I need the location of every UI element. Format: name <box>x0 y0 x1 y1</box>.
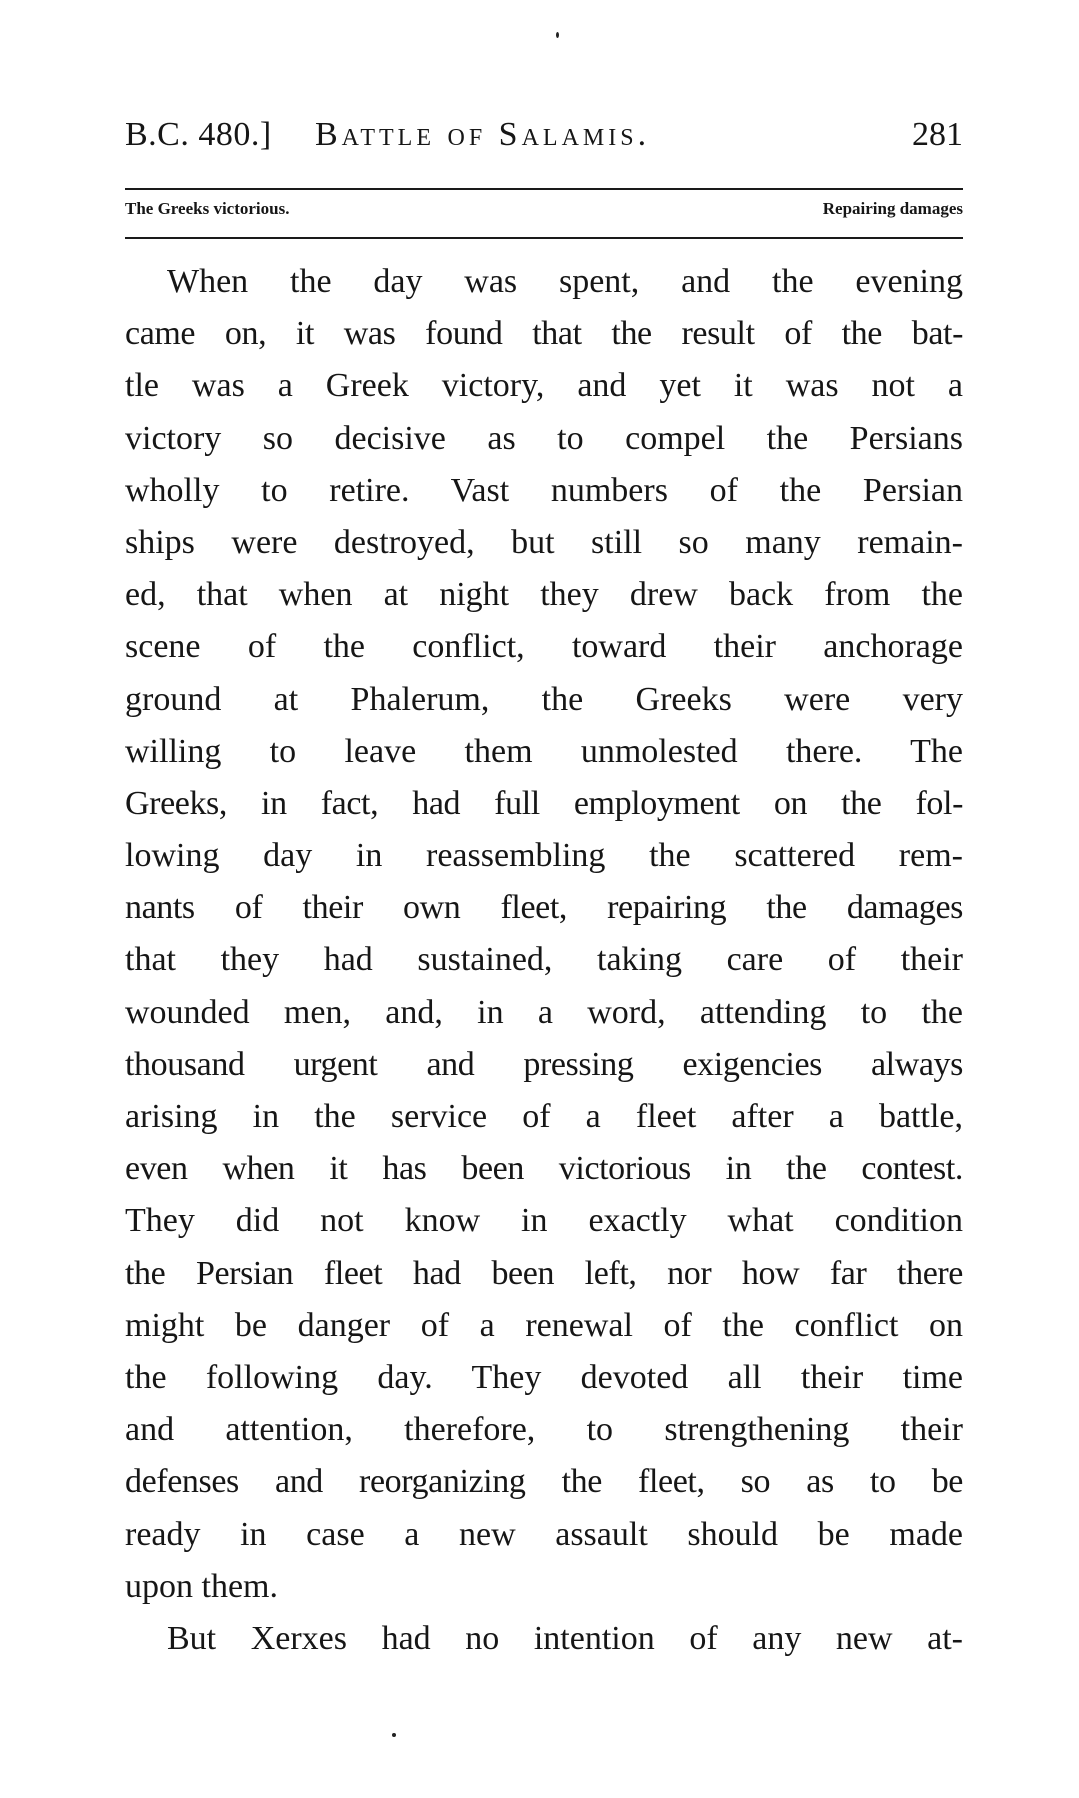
header-rule-top <box>125 188 963 190</box>
text-line: even when it has been victorious in the contest. <box>125 1150 963 1188</box>
text-line: arising in the service of a fleet after a battle, <box>125 1098 963 1135</box>
running-head-title: Battle of Salamis. <box>315 116 651 153</box>
running-head-date: B.C. 480.] <box>125 116 272 153</box>
running-head <box>125 116 963 166</box>
scan-speck-bottom <box>392 1733 396 1737</box>
text-line: the following day. They devoted all their time <box>125 1358 963 1396</box>
text-line: tle was a Greek victory, and yet it was not a <box>125 367 963 405</box>
text-line: and attention, therefore, to strengthening their <box>125 1411 963 1449</box>
header-rule-bottom <box>125 237 963 239</box>
text-line: defenses and reorganizing the fleet, so as to be <box>125 1463 963 1501</box>
text-line: nants of their own fleet, repairing the damages <box>125 889 963 927</box>
sidenotes <box>125 199 963 229</box>
body-text <box>125 256 963 1665</box>
text-line: willing to leave them unmolested there. The <box>125 732 963 770</box>
text-line: ed, that when at night they drew back from the <box>125 576 963 614</box>
text-line: the Persian fleet had been left, nor how far there <box>125 1254 963 1292</box>
sidenote-left: The Greeks victorious. <box>125 199 290 218</box>
text-line: that they had sustained, taking care of their <box>125 941 963 979</box>
text-line: Greeks, in fact, had full employment on the fol- <box>125 784 963 822</box>
text-line: But Xerxes had no intention of any new at- <box>167 1619 963 1657</box>
text-line: lowing day in reassembling the scattered rem- <box>125 837 963 875</box>
text-line: ground at Phalerum, the Greeks were very <box>125 680 963 718</box>
page-number: 281 <box>912 116 963 153</box>
text-line: They did not know in exactly what condition <box>125 1202 963 1240</box>
text-line: wounded men, and, in a word, attending to the <box>125 993 963 1031</box>
text-line: came on, it was found that the result of the bat- <box>125 315 963 353</box>
text-line: ready in case a new assault should be made <box>125 1515 963 1553</box>
sidenote-right: Repairing damages <box>822 199 963 218</box>
text-line: When the day was spent, and the evening <box>167 263 963 300</box>
text-line: scene of the conflict, toward their anchorage <box>125 628 963 666</box>
scan-speck-top <box>556 32 559 38</box>
text-line: victory so decisive as to compel the Persians <box>125 419 963 457</box>
text-line: wholly to retire. Vast numbers of the Persian <box>125 471 963 509</box>
text-line: ships were destroyed, but still so many remain- <box>125 523 963 561</box>
text-line: thousand urgent and pressing exigencies always <box>125 1045 963 1083</box>
text-line: upon them. <box>125 1567 278 1605</box>
text-line: might be danger of a renewal of the conflict on <box>125 1306 963 1344</box>
